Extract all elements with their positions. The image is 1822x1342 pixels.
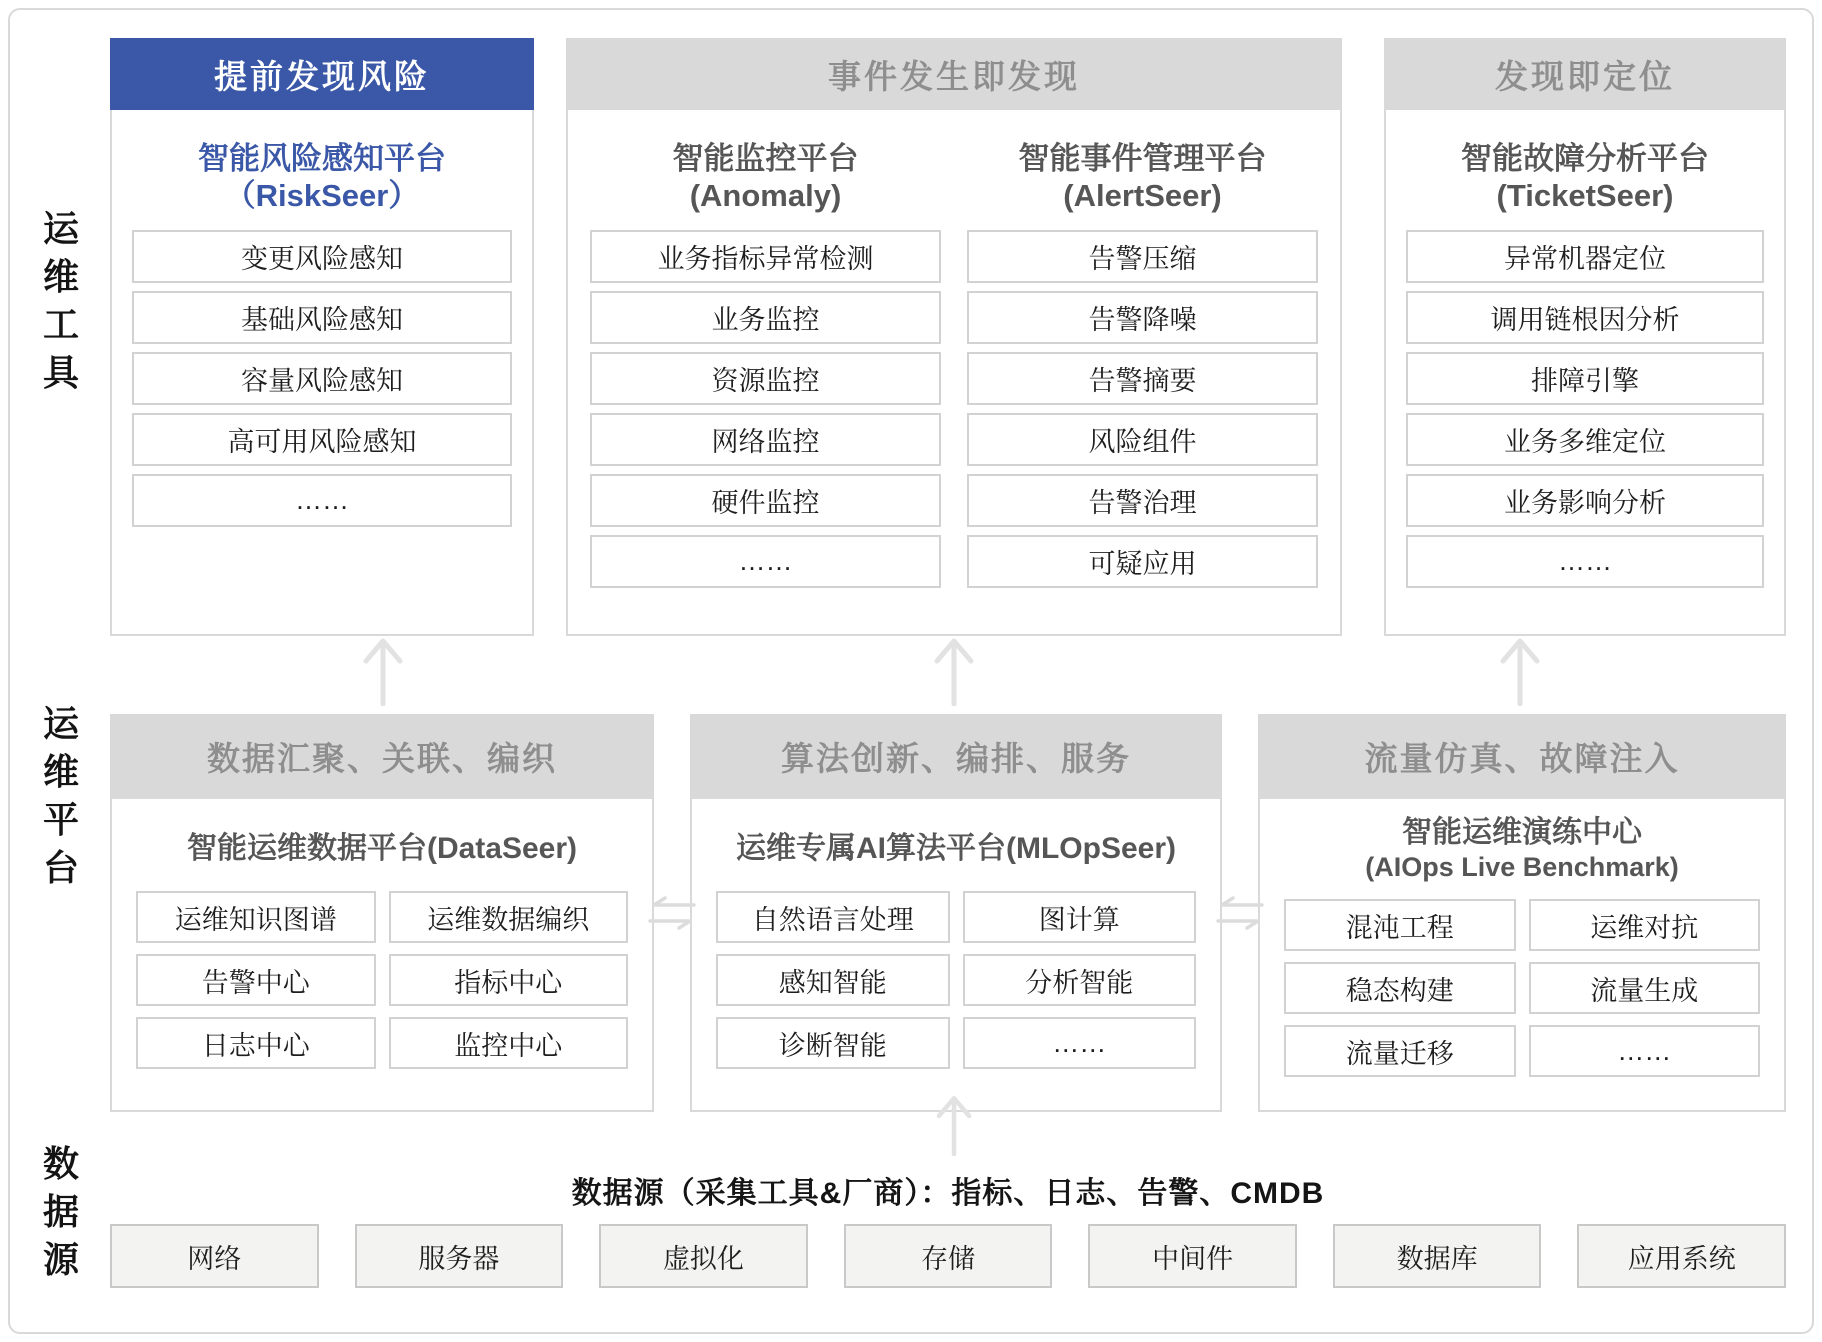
capability-item: 监控中心 bbox=[389, 1017, 629, 1069]
datasource-item: 存储 bbox=[844, 1224, 1053, 1288]
capability-item: 感知智能 bbox=[716, 954, 950, 1006]
capability-grid bbox=[136, 891, 628, 1069]
platform-title-line2: (AIOps Live Benchmark) bbox=[1365, 852, 1679, 882]
capability-list bbox=[132, 230, 512, 527]
capability-item: 业务多维定位 bbox=[1406, 413, 1764, 466]
capability-item: 高可用风险感知 bbox=[132, 413, 512, 466]
capability-item: …… bbox=[590, 535, 941, 588]
incident-detection-box bbox=[566, 38, 1342, 636]
drill-center-box-body bbox=[1258, 799, 1786, 1112]
capability-item: 运维对抗 bbox=[1529, 899, 1761, 951]
platform-title-line1: 运维专属AI算法平台(MLOpSeer) bbox=[735, 832, 1176, 865]
capability-item: 调用链根因分析 bbox=[1406, 291, 1764, 344]
capability-item: 图计算 bbox=[963, 891, 1197, 943]
platform-title-line2: (TicketSeer) bbox=[1496, 178, 1674, 213]
capability-grid bbox=[1284, 899, 1760, 1077]
exchange-arrows-icon bbox=[1214, 894, 1266, 932]
platform-title-line1: 智能风险感知平台 bbox=[198, 141, 446, 176]
platform-title-line1: 智能事件管理平台 bbox=[1018, 141, 1267, 176]
fault-location-box-header: 发现即定位 bbox=[1384, 38, 1786, 110]
platform-title-line1: 智能运维演练中心 bbox=[1402, 816, 1642, 849]
platform-title-line1: 智能故障分析平台 bbox=[1461, 141, 1709, 176]
drill-center-box-header: 流量仿真、故障注入 bbox=[1258, 714, 1786, 799]
capability-grid bbox=[716, 891, 1196, 1069]
capability-item: 业务指标异常检测 bbox=[590, 230, 941, 283]
capability-list bbox=[1406, 230, 1764, 588]
capability-item: 流量生成 bbox=[1529, 962, 1761, 1014]
side-label-ops-platform: 运维平台 bbox=[42, 703, 79, 888]
capability-item: 排障引擎 bbox=[1406, 352, 1764, 405]
datasource-item: 网络 bbox=[110, 1224, 319, 1288]
mlopseer-box-header: 算法创新、编排、服务 bbox=[690, 714, 1222, 799]
capability-item: 日志中心 bbox=[136, 1017, 376, 1069]
platform-title bbox=[112, 140, 532, 214]
platform-title-line1: 智能监控平台 bbox=[672, 141, 859, 176]
up-arrow-icon bbox=[932, 1092, 976, 1156]
up-arrow-icon bbox=[1498, 634, 1542, 706]
capability-item: 告警降噪 bbox=[967, 291, 1318, 344]
platform-title-line2: (AlertSeer) bbox=[1063, 178, 1222, 213]
capability-item: 变更风险感知 bbox=[132, 230, 512, 283]
capability-item: 业务影响分析 bbox=[1406, 474, 1764, 527]
capability-item: 资源监控 bbox=[590, 352, 941, 405]
capability-item: 告警治理 bbox=[967, 474, 1318, 527]
platform-title bbox=[590, 140, 941, 214]
platform-title bbox=[1260, 815, 1784, 883]
platform-title-line2: (Anomaly) bbox=[689, 178, 842, 213]
fault-location-box bbox=[1384, 38, 1786, 636]
capability-list bbox=[590, 230, 941, 588]
riskseer-box-body bbox=[110, 110, 534, 636]
capability-item: 自然语言处理 bbox=[716, 891, 950, 943]
capability-item: 告警摘要 bbox=[967, 352, 1318, 405]
capability-item: 网络监控 bbox=[590, 413, 941, 466]
up-arrow-icon bbox=[361, 634, 405, 706]
side-label-ops-tools: 运维工具 bbox=[42, 208, 79, 393]
platform-title-line2: （RiskSeer） bbox=[224, 178, 420, 213]
mlopseer-box-body bbox=[690, 799, 1222, 1112]
up-arrow-icon bbox=[932, 634, 976, 706]
capability-item: 指标中心 bbox=[389, 954, 629, 1006]
capability-item: 告警中心 bbox=[136, 954, 376, 1006]
fault-location-box-body bbox=[1384, 110, 1786, 636]
capability-item: …… bbox=[1406, 535, 1764, 588]
drill-center-box bbox=[1258, 714, 1786, 1112]
platform-title-line1: 智能运维数据平台(DataSeer) bbox=[186, 832, 578, 865]
platform-title bbox=[692, 831, 1220, 867]
capability-item: 容量风险感知 bbox=[132, 352, 512, 405]
datasource-item: 虚拟化 bbox=[599, 1224, 808, 1288]
platform-title bbox=[1386, 140, 1784, 214]
incident-detection-box-body bbox=[566, 110, 1342, 636]
datasource-item: 中间件 bbox=[1088, 1224, 1297, 1288]
capability-list bbox=[967, 230, 1318, 588]
dataseer-box-header: 数据汇聚、关联、编织 bbox=[110, 714, 654, 799]
capability-item: 混沌工程 bbox=[1284, 899, 1516, 951]
capability-item: 业务监控 bbox=[590, 291, 941, 344]
datasource-label: 数据源（采集工具&厂商）：指标、日志、告警、CMDB bbox=[571, 1177, 1325, 1210]
exchange-arrows-icon bbox=[646, 894, 698, 932]
datasource-item: 服务器 bbox=[355, 1224, 564, 1288]
riskseer-box bbox=[110, 38, 534, 636]
capability-item: 硬件监控 bbox=[590, 474, 941, 527]
capability-item: 稳态构建 bbox=[1284, 962, 1516, 1014]
datasource-item: 数据库 bbox=[1333, 1224, 1542, 1288]
datasource-item: 应用系统 bbox=[1577, 1224, 1786, 1288]
capability-item: …… bbox=[1529, 1025, 1761, 1077]
capability-item: 基础风险感知 bbox=[132, 291, 512, 344]
capability-item: 流量迁移 bbox=[1284, 1025, 1516, 1077]
capability-item: 运维数据编织 bbox=[389, 891, 629, 943]
platform-title bbox=[967, 140, 1318, 214]
dataseer-box bbox=[110, 714, 654, 1112]
alertseer-column bbox=[967, 110, 1318, 634]
capability-item: 风险组件 bbox=[967, 413, 1318, 466]
capability-item: 诊断智能 bbox=[716, 1017, 950, 1069]
platform-title bbox=[112, 831, 652, 867]
datasource-row bbox=[110, 1224, 1786, 1288]
anomaly-column bbox=[590, 110, 941, 634]
side-label-datasource: 数据源 bbox=[42, 1143, 79, 1280]
capability-item: 分析智能 bbox=[963, 954, 1197, 1006]
riskseer-box-header: 提前发现风险 bbox=[110, 38, 534, 110]
mlopseer-box bbox=[690, 714, 1222, 1112]
capability-item: …… bbox=[963, 1017, 1197, 1069]
capability-item: …… bbox=[132, 474, 512, 527]
capability-item: 可疑应用 bbox=[967, 535, 1318, 588]
dataseer-box-body bbox=[110, 799, 654, 1112]
capability-item: 告警压缩 bbox=[967, 230, 1318, 283]
capability-item: 运维知识图谱 bbox=[136, 891, 376, 943]
capability-item: 异常机器定位 bbox=[1406, 230, 1764, 283]
incident-detection-box-header: 事件发生即发现 bbox=[566, 38, 1342, 110]
